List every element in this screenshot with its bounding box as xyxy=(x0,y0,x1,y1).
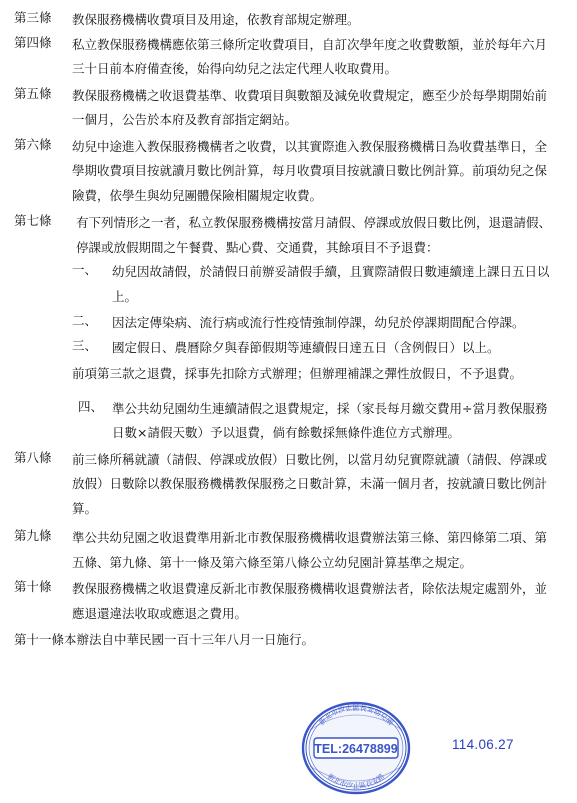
article-5 xyxy=(14,84,559,133)
article-8 xyxy=(14,448,559,522)
article-text: 教保服務機構之收退費違反新北市教保服務機構收退費辦法者，除依法規定處罰外，並應退還違法收取或應退之費用。 xyxy=(72,581,548,621)
item-label: 二、 xyxy=(72,313,98,328)
item-text: 準公共幼兒園幼生連續請假之退費規定，採（家長每月繳交費用÷當月教保服務日數×請假天數）予以退費，倘有餘數採無條件進位方式辦理。 xyxy=(112,400,548,440)
article-text: 有下列情形之一者，私立教保服務機構按當月請假、停課或放假日數比例，退還請假、停課或放假期間之午餐費、點心費、交通費，其餘項目不予退費： xyxy=(76,215,552,255)
item-label: 三、 xyxy=(72,337,98,353)
article-7-item-2 xyxy=(72,311,559,336)
date-stamp: 114.06.27 xyxy=(452,737,514,752)
article-label: 第五條 xyxy=(14,85,52,101)
article-9 xyxy=(14,526,559,575)
article-7-item-3 xyxy=(72,336,559,361)
article-label: 第四條 xyxy=(14,34,52,50)
school-seal-stamp xyxy=(300,700,412,796)
article-label: 第三條 xyxy=(14,10,52,25)
item-text: 因法定傳染病、流行病或流行性疫情強制停課，幼兒於停課期間配合停課。 xyxy=(112,315,525,330)
article-7-note: 前項第三款之退費，採事先扣除方式辦理；但辦理補課之彈性放假日，不予退費。 xyxy=(72,366,523,381)
article-text: 準公共幼兒園之收退費準用新北市教保服務機構收退費辦法第三條、第四條第二項、第五條、第九條、第十一條及第六條至第八條公立幼兒園計算基準之規定。 xyxy=(72,530,548,570)
article-7-item-1 xyxy=(72,260,559,309)
article-10 xyxy=(14,577,559,626)
article-3 xyxy=(14,8,559,33)
article-11: 第十一條本辦法自中華民國一百十三年八月一日施行。 xyxy=(14,632,315,647)
article-text: 教保服務機構收費項目及用途，依教育部規定辦理。 xyxy=(72,12,360,27)
article-text: 前三條所稱就讀（請假、停課或放假）日數比例，以當月幼兒實際就讀（請假、停課或放假）日數除以教保服務機構教保服務之日數計算，未滿一個月者，按就讀日數比例計算。 xyxy=(72,451,548,516)
article-7-item-4 xyxy=(72,397,559,446)
seal-tel: TEL:26478899 xyxy=(314,742,398,756)
article-label: 第七條 xyxy=(14,213,52,228)
article-label: 第八條 xyxy=(14,449,52,465)
article-4 xyxy=(14,33,559,82)
article-text: 教保服務機構之收退費基準、收費項目與數額及減免收費規定，應至少於每學期開始前一個月，公告於本府及教育部指定網站。 xyxy=(72,87,548,127)
item-label: 四、 xyxy=(78,398,104,414)
item-text: 幼兒因故請假，於請假日前辦妥請假手續，且實際請假日數連續達上課日五日以上。 xyxy=(112,264,550,304)
article-label: 第十條 xyxy=(14,579,52,594)
article-text: 幼兒中途進入教保服務機構者之收費，以其實際進入教保服務機構日為收費基準日，全學期收費項目按就讀月數比例計算，每月收費項目按就讀日數比例計算。前項幼兒之保險費，依學生與幼兒團體保險相關規定收費。 xyxy=(72,138,548,203)
article-label: 第九條 xyxy=(14,528,52,543)
item-text: 國定假日、農曆除夕與春節假期等連續假日達五日（含例假日）以上。 xyxy=(112,339,500,355)
seal-arc-top: 新北市汐止區長安幼兒園 xyxy=(317,704,395,727)
article-6 xyxy=(14,135,559,209)
article-label: 第六條 xyxy=(14,136,52,152)
seal-arc-bottom: 新北市汐止區長安路 xyxy=(325,772,387,790)
article-text: 私立教保服務機構應依第三條所定收費項目，自訂次學年度之收費數額，並於每年六月三十日前本府備查後，始得向幼兒之法定代理人收取費用。 xyxy=(72,36,548,76)
article-7 xyxy=(14,211,559,260)
regulation-document xyxy=(14,8,559,653)
item-label: 一、 xyxy=(72,262,98,277)
